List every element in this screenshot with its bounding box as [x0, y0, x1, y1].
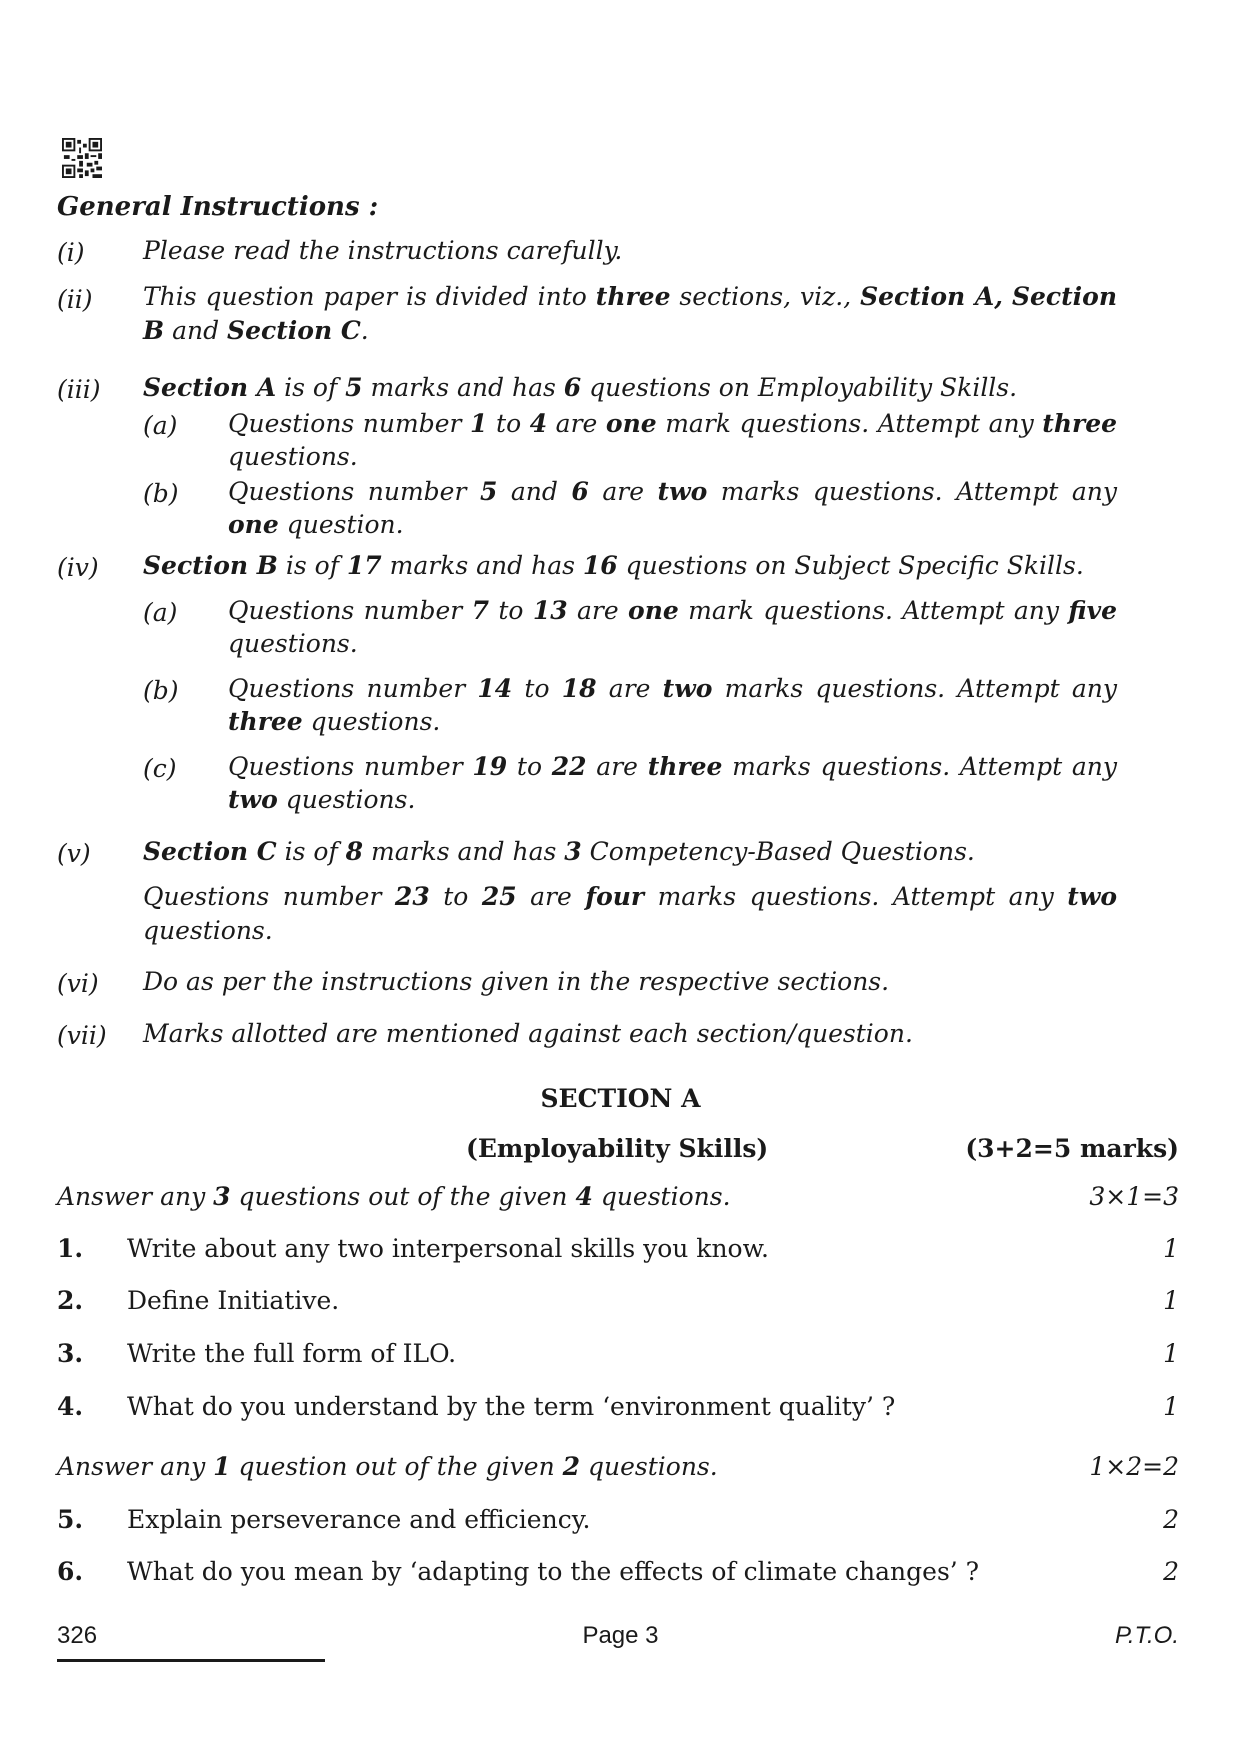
group-marks: 3×1=3: [1089, 1182, 1179, 1211]
question-number: 4.: [57, 1392, 84, 1421]
general-instructions-title: General Instructions :: [57, 192, 379, 222]
question-marks: 1: [1163, 1286, 1179, 1315]
sub-instruction-label: (b): [143, 676, 179, 705]
question-number: 5.: [57, 1505, 84, 1534]
sub-instruction-label: (b): [143, 479, 179, 508]
instruction-text: This question paper is divided into three sections, viz., Section A, Section B and Section C.: [143, 282, 1118, 345]
question-marks: 1: [1163, 1392, 1179, 1421]
instruction-text: Do as per the instructions given in the respective sections.: [143, 967, 890, 996]
question-marks: 1: [1163, 1234, 1179, 1263]
sub-instruction-text: Questions number 7 to 13 are one mark questions. Attempt any five questions.: [228, 596, 1117, 658]
question-text: Write the full form of ILO.: [127, 1339, 457, 1368]
group-instruction: Answer any 1 question out of the given 2 questions.: [57, 1452, 718, 1481]
sub-instruction-text: Questions number 19 to 22 are three marks questions. Attempt any two questions.: [228, 752, 1118, 814]
section-marks: (3+2=5 marks): [965, 1134, 1179, 1163]
pto-label: P.T.O.: [1114, 1622, 1179, 1649]
question-text: Write about any two interpersonal skills you know.: [127, 1234, 769, 1263]
question-marks: 1: [1163, 1339, 1179, 1368]
instruction-text: Section C is of 8 marks and has 3 Competency-Based Questions.: [143, 837, 975, 866]
instruction-number: (vi): [57, 969, 99, 998]
qr-code-icon: [62, 138, 102, 178]
instruction-number: (v): [57, 839, 91, 868]
question-text: What do you understand by the term ‘environment quality’ ?: [127, 1392, 896, 1421]
question-number: 6.: [57, 1557, 84, 1586]
sub-instruction-label: (c): [143, 754, 177, 783]
question-number: 3.: [57, 1339, 84, 1368]
sub-instruction-text: Questions number 14 to 18 are two marks questions. Attempt any three questions.: [228, 674, 1117, 736]
group-marks: 1×2=2: [1089, 1452, 1179, 1481]
instruction-number: (vii): [57, 1021, 107, 1050]
sub-instruction-text: Questions number 5 and 6 are two marks questions. Attempt any one question.: [228, 477, 1118, 539]
instruction-text-extra: Questions number 23 to 25 are four marks questions. Attempt any two questions.: [143, 882, 1118, 945]
footer-rule: [57, 1659, 325, 1662]
question-marks: 2: [1163, 1557, 1179, 1586]
group-instruction: Answer any 3 questions out of the given 4 questions.: [57, 1182, 731, 1211]
instruction-text: Marks allotted are mentioned against each section/question.: [143, 1019, 913, 1048]
question-marks: 2: [1163, 1505, 1179, 1534]
paper-code: 326: [57, 1622, 98, 1649]
sub-instruction-label: (a): [143, 598, 178, 627]
instruction-text: Please read the instructions carefully.: [143, 236, 623, 265]
sub-instruction-label: (a): [143, 411, 178, 440]
question-number: 1.: [57, 1234, 84, 1263]
question-text: What do you mean by ‘adapting to the effects of climate changes’ ?: [127, 1557, 980, 1586]
instruction-number: (iii): [57, 375, 101, 404]
instruction-text: Section A is of 5 marks and has 6 questions on Employability Skills.: [143, 373, 1018, 402]
instruction-number: (iv): [57, 553, 99, 582]
instruction-number: (ii): [57, 285, 93, 314]
section-title: SECTION A: [540, 1084, 701, 1113]
instruction-text: Section B is of 17 marks and has 16 questions on Subject Specific Skills.: [143, 551, 1084, 580]
question-number: 2.: [57, 1286, 84, 1315]
page-number: Page 3: [582, 1622, 659, 1649]
question-text: Explain perseverance and efficiency.: [127, 1505, 591, 1534]
sub-instruction-text: Questions number 1 to 4 are one mark questions. Attempt any three questions.: [228, 409, 1118, 471]
section-subtitle: (Employability Skills): [466, 1134, 769, 1163]
instruction-number: (i): [57, 238, 85, 267]
question-text: Define Initiative.: [127, 1286, 340, 1315]
